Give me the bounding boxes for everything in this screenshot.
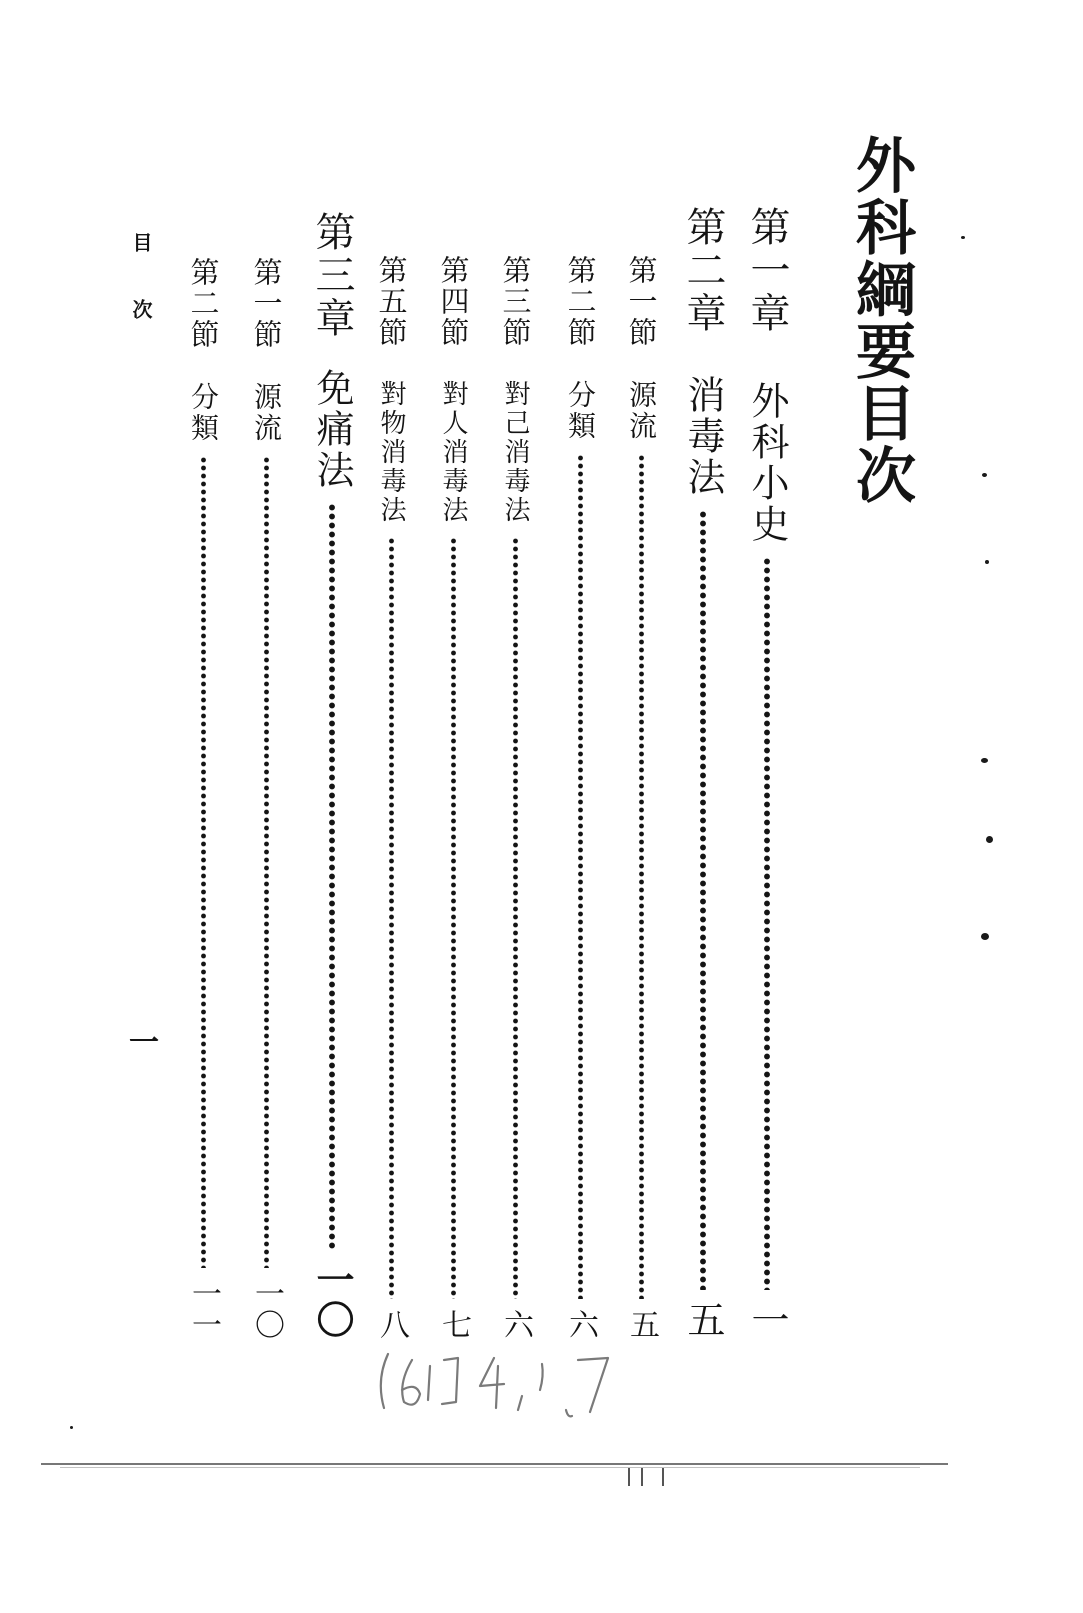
entry-label: 第五節	[374, 255, 409, 348]
entry-title: 分類	[187, 382, 220, 444]
toc-section-entry	[183, 257, 223, 1340]
dot-leader	[263, 456, 270, 1268]
dot-leader	[388, 537, 395, 1299]
entry-label: 第二章	[680, 206, 726, 335]
entry-title: 外科小史	[745, 381, 789, 545]
entry-title: 對物消毒法	[376, 380, 406, 525]
page-number: 六	[563, 1309, 598, 1340]
scan-speck	[981, 758, 988, 763]
entry-title: 源流	[625, 380, 658, 442]
toc-chapter-entry	[742, 206, 792, 1340]
dot-leader	[328, 503, 336, 1250]
toc-section-entry	[495, 255, 535, 1340]
book-title: 外科綱要目次	[846, 134, 916, 506]
entry-label: 第一章	[744, 206, 790, 335]
scan-speck	[70, 1426, 73, 1429]
scan-speck	[961, 236, 965, 239]
entry-label: 第三節	[498, 255, 533, 348]
toc-chapter-entry	[678, 206, 728, 1340]
page-number: 一〇	[249, 1278, 284, 1340]
toc-section-entry	[621, 255, 661, 1340]
page-number: 五	[681, 1300, 725, 1340]
entry-label: 第一節	[249, 257, 284, 350]
dot-leader	[200, 456, 207, 1268]
binding-mark	[641, 1468, 643, 1486]
page-number: 八	[374, 1309, 409, 1340]
page-number: 一〇	[310, 1260, 355, 1340]
entry-title: 對己消毒法	[500, 380, 530, 525]
entry-label: 第二節	[186, 257, 221, 350]
entry-title: 消毒法	[681, 375, 725, 498]
binding-mark	[662, 1468, 664, 1486]
dot-leader	[699, 510, 707, 1290]
toc-section-entry	[560, 255, 600, 1340]
scan-speck	[982, 473, 987, 477]
page-number: 七	[436, 1309, 471, 1340]
folio-page-number: 一	[123, 1026, 158, 1056]
page-number: 五	[624, 1309, 659, 1340]
dot-leader	[638, 454, 645, 1299]
entry-title: 源流	[250, 382, 283, 444]
dot-leader	[577, 454, 584, 1299]
entry-title: 對人消毒法	[438, 380, 468, 525]
dot-leader	[512, 537, 519, 1299]
scan-speck	[985, 560, 989, 564]
entry-label: 第三章	[309, 211, 355, 340]
scan-speck	[981, 933, 989, 940]
entry-title: 免痛法	[310, 368, 354, 491]
bottom-rule	[41, 1463, 948, 1465]
bottom-rule-shadow	[60, 1467, 920, 1468]
page-number: 一	[745, 1300, 789, 1340]
dot-leader	[450, 537, 457, 1299]
toc-chapter-entry	[307, 211, 357, 1340]
running-head: 目次	[129, 232, 153, 366]
binding-mark	[628, 1468, 630, 1486]
entry-label: 第四節	[436, 255, 471, 348]
entry-label: 第一節	[624, 255, 659, 348]
dot-leader	[763, 557, 771, 1290]
entry-label: 第二節	[563, 255, 598, 348]
toc-section-entry	[371, 255, 411, 1340]
entry-title: 分類	[564, 380, 597, 442]
page-number: 六	[498, 1309, 533, 1340]
toc-section-entry	[433, 255, 473, 1340]
page-number: 一一	[186, 1278, 221, 1340]
handwritten-pencil-mark	[372, 1346, 642, 1426]
scan-speck	[986, 836, 993, 843]
toc-section-entry	[246, 257, 286, 1340]
